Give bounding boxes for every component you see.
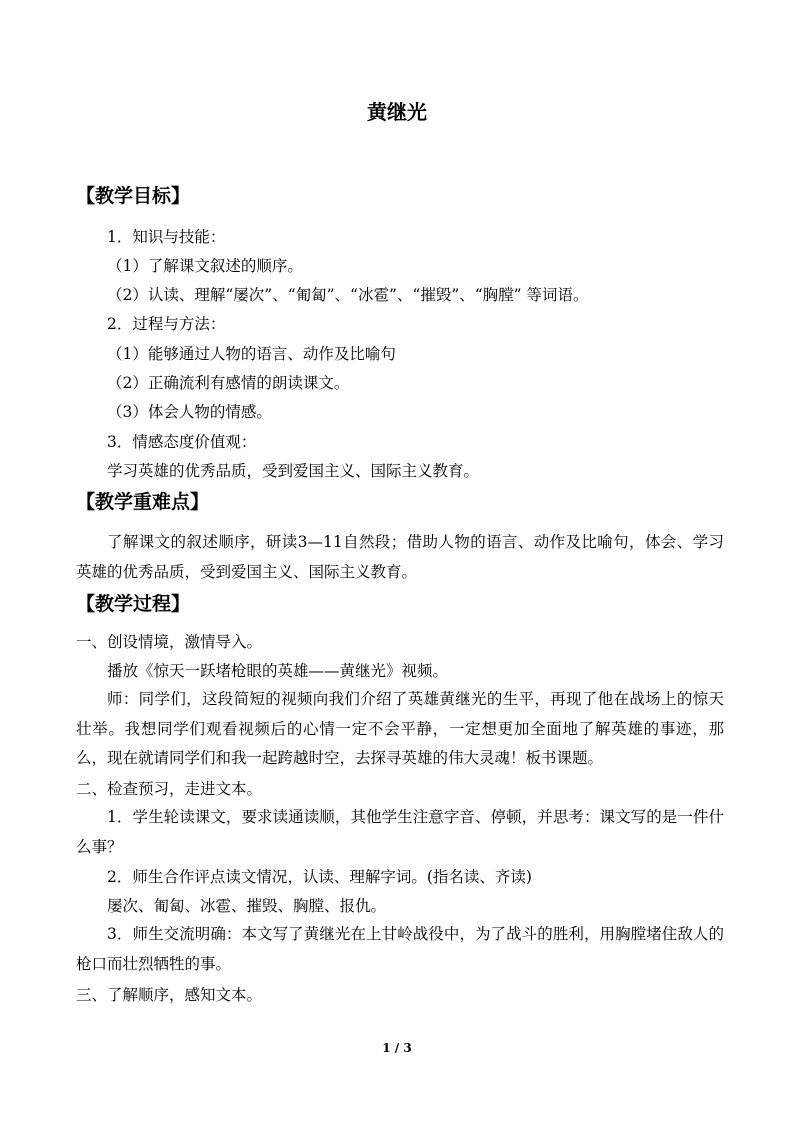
process-paragraph: 3．师生交流明确：本文写了黄继光在上甘岭战役中，为了战斗的胜利，用胸膛堵住敌人的枪口而壮烈牺牲的事。 <box>76 925 724 973</box>
objective-item: （2）认读、理解“屡次”、“匍匐”、“冰雹”、“摧毁”、“胸膛” 等词语。 <box>107 286 589 304</box>
objective-item: 2．过程与方法： <box>107 315 226 333</box>
section-heading-key-points: 【教学重难点】 <box>76 491 210 513</box>
section-heading-process: 【教学过程】 <box>76 593 191 615</box>
page-number: 1 / 3 <box>382 1041 412 1055</box>
objective-item: （3）体会人物的情感。 <box>107 403 272 421</box>
process-step-title: 一、创设情境，激情导入。 <box>76 633 263 651</box>
process-line: 2．师生合作评点读文情况，认读、理解字词。(指名读、齐读) <box>107 868 532 886</box>
objective-item: （1）了解课文叙述的顺序。 <box>107 257 303 275</box>
section-heading-objectives: 【教学目标】 <box>76 185 191 207</box>
document-title: 黄继光 <box>367 100 427 124</box>
objective-item: （1）能够通过人物的语言、动作及比喻句 <box>107 345 396 363</box>
process-step-title: 二、检查预习，走进文本。 <box>76 780 263 798</box>
process-line: 屡次、匍匐、冰雹、摧毁、胸膛、报仇。 <box>107 897 387 915</box>
teacher-intro-paragraph: 师：同学们，这段简短的视频向我们介绍了英雄黄继光的生平，再现了他在战场上的惊天壮举。我想同学们观看视频后的心情一定不会平静，一定想更加全面地了解英雄的事迹，那么，现在就请同学们和我一起跨越时空，去探寻英雄的伟大灵魂！板书课题。 <box>76 690 724 767</box>
process-line: 播放《惊天一跃堵枪眼的英雄——黄继光》视频。 <box>107 662 449 680</box>
key-points-paragraph: 了解课文的叙述顺序，研读3—11自然段；借助人物的语言、动作及比喻句，体会、学习英雄的优秀品质，受到爱国主义、国际主义教育。 <box>76 533 724 581</box>
process-step-title: 三、了解顺序，感知文本。 <box>76 986 263 1004</box>
objective-item: 1．知识与技能： <box>107 228 226 246</box>
objective-item: 3．情感态度价值观： <box>107 433 257 451</box>
objective-item: （2）正确流利有感情的朗读课文。 <box>107 374 350 392</box>
objective-item: 学习英雄的优秀品质，受到爱国主义、国际主义教育。 <box>107 462 480 480</box>
process-paragraph: 1．学生轮读课文，要求读通读顺，其他学生注意字音、停顿，并思考：课文写的是一件什么事？ <box>76 808 724 856</box>
